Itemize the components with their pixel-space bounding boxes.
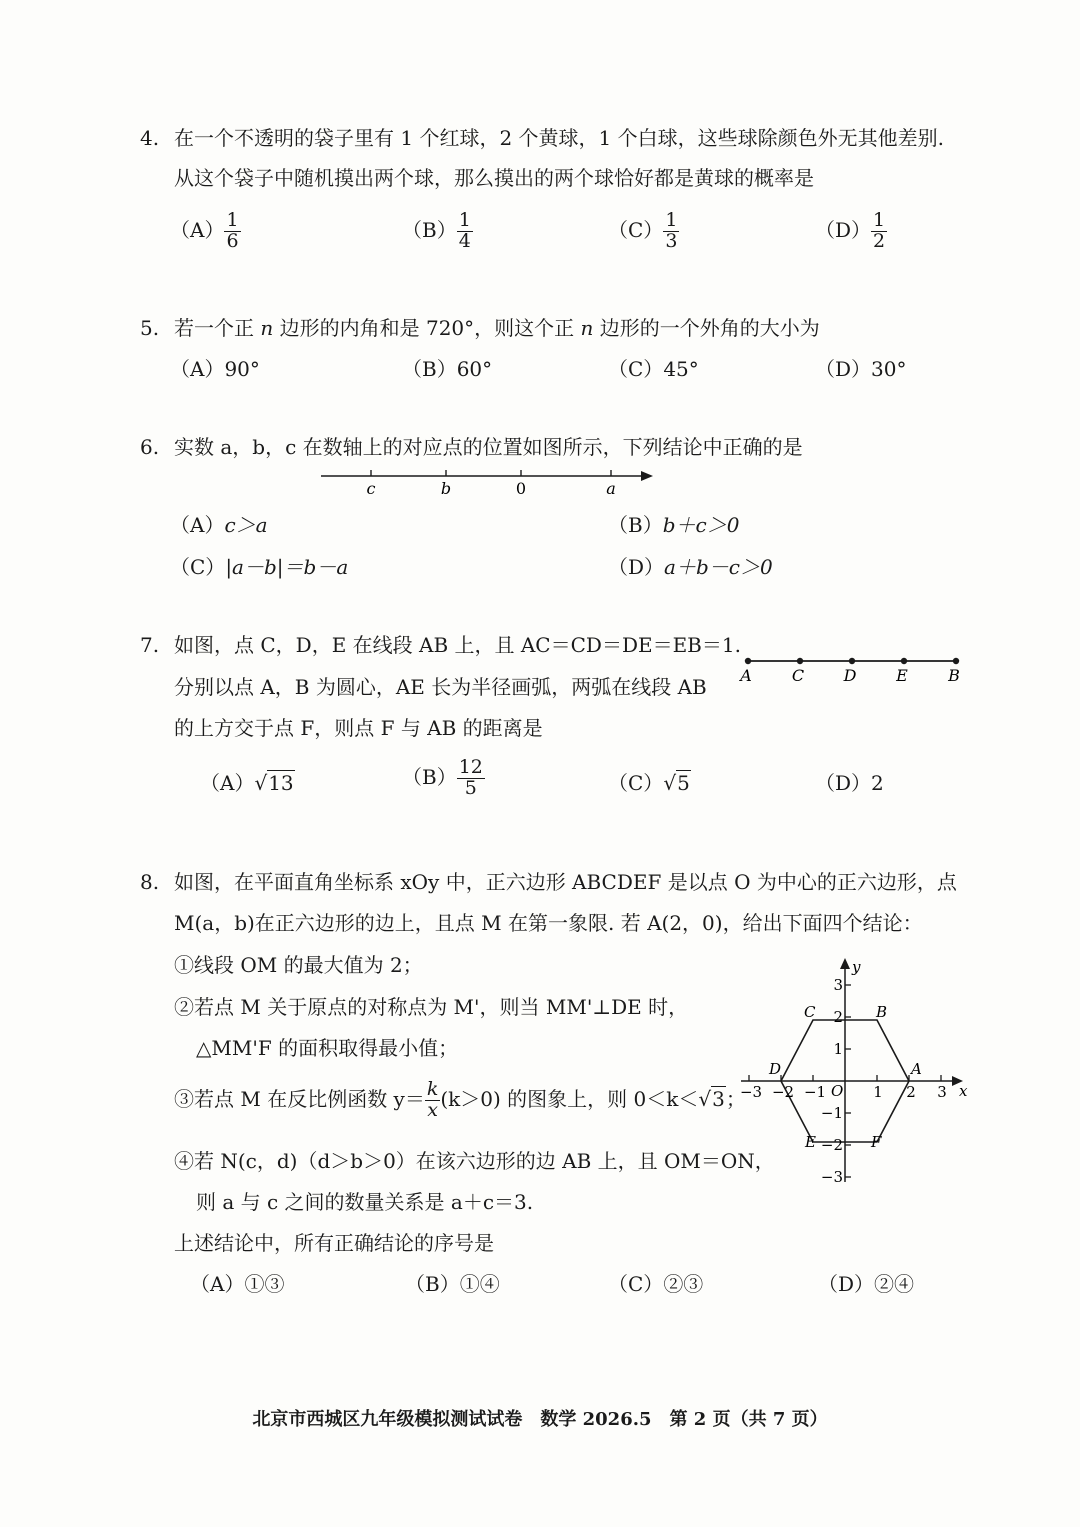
y-axis-arrow xyxy=(840,958,850,969)
q8-conclusion-2a: ②若点 M 关于原点的对称点为 M'，则当 MM'⊥DE 时， xyxy=(174,995,689,1019)
q8-option-a[interactable]: （A）①③ xyxy=(190,1272,285,1296)
q4-option-b[interactable] xyxy=(402,211,473,252)
q6-option-a[interactable]: （A）c＞a xyxy=(170,513,268,537)
q7-segment-figure xyxy=(738,650,968,690)
q8-conclusion-4a: ④若 N(c，d)（d＞b＞0）在该六边形的边 AB 上，且 OM＝ON， xyxy=(174,1149,775,1173)
q5-number: 5. xyxy=(140,316,160,340)
q7-text-line3: 的上方交于点 F，则点 F 与 AB 的距离是 xyxy=(174,716,543,740)
sqrt: √5 xyxy=(663,771,690,795)
point-a xyxy=(745,658,751,664)
y-tick-label: −3 xyxy=(820,1168,843,1186)
vertex-a-label: A xyxy=(911,1060,922,1078)
q6-number: 6. xyxy=(140,435,160,459)
fraction: $\frac{12}{5}$ xyxy=(458,756,483,799)
point-c xyxy=(797,658,803,664)
q8-option-b[interactable]: （B）①④ xyxy=(405,1272,500,1296)
label-e: E xyxy=(896,666,908,685)
q6-number-line xyxy=(315,465,660,497)
fraction: $\frac{1}{4}$ xyxy=(458,209,471,252)
label-0: 0 xyxy=(515,479,527,497)
y-tick-label: 2 xyxy=(833,1008,843,1026)
x-tick-label: 1 xyxy=(873,1083,883,1101)
q5-option-d[interactable]: （D）30° xyxy=(815,357,907,381)
vertex-b-label: B xyxy=(876,1003,888,1021)
vertex-d-label: D xyxy=(769,1060,782,1078)
q6-option-c[interactable]: （C）|a－b|＝b－a xyxy=(170,555,349,579)
q4-number: 4. xyxy=(140,126,160,150)
label-a: A xyxy=(740,666,752,685)
fraction: $\frac{1}{6}$ xyxy=(226,209,239,252)
fraction: $\frac{k}{x}$ xyxy=(426,1078,439,1121)
y-tick-label: 3 xyxy=(833,976,843,994)
q7-option-c[interactable]: （C）√5 xyxy=(608,771,690,795)
label-a: a xyxy=(606,479,616,497)
q4-text-line1: 在一个不透明的袋子里有 1 个红球，2 个黄球，1 个白球，这些球除颜色外无其他差别. xyxy=(174,126,944,150)
q7-text-line2: 分别以点 A，B 为圆心，AE 长为半径画弧，两弧在线段 AB xyxy=(174,675,707,699)
q7-option-d[interactable]: （D）2 xyxy=(815,771,884,795)
q8-conclusion-3: ③若点 M 在反比例函数 y＝ $\frac{k}{x}$ (k＞0) 的图象上，则 0＜k＜√3； xyxy=(174,1078,746,1121)
q7-text-line1: 如图，点 C，D，E 在线段 AB 上，且 AC＝CD＝DE＝EB＝1. xyxy=(174,633,741,657)
vertex-c-label: C xyxy=(804,1003,816,1021)
q5-option-b[interactable]: （B）60° xyxy=(402,357,493,381)
number-line-arrow xyxy=(641,471,653,481)
vertex-e-label: E xyxy=(805,1133,816,1151)
q8-hexagon-figure xyxy=(735,950,975,1190)
option-label: （A） xyxy=(170,217,225,242)
sqrt: √13 xyxy=(254,771,294,795)
q4-text-line2: 从这个袋子中随机摸出两个球，那么摸出的两个球恰好都是黄球的概率是 xyxy=(174,166,814,190)
q5-option-c[interactable]: （C）45° xyxy=(608,357,699,381)
q4-option-c[interactable] xyxy=(608,211,679,252)
sqrt: √3 xyxy=(698,1086,725,1111)
q5-option-a[interactable]: （A）90° xyxy=(170,357,260,381)
y-tick-label: −1 xyxy=(820,1104,843,1122)
q8-option-c[interactable]: （C）②③ xyxy=(608,1272,704,1296)
q5-text: 若一个正 n 边形的内角和是 720°，则这个正 n 边形的一个外角的大小为 xyxy=(174,316,820,340)
q4-option-a[interactable] xyxy=(170,211,241,252)
q8-text-line2: M(a，b)在正六边形的边上，且点 M 在第一象限. 若 A(2，0)，给出下面四个结论： xyxy=(174,911,923,935)
label-d: D xyxy=(843,666,857,685)
label-c: C xyxy=(791,666,805,685)
option-label: （D） xyxy=(815,217,872,242)
y-tick-label: 1 xyxy=(833,1040,843,1058)
q7-number: 7. xyxy=(140,633,160,657)
vertex-f-label: F xyxy=(871,1133,882,1151)
q8-conclusion-1: ①线段 OM 的最大值为 2； xyxy=(174,953,423,977)
x-tick-label: 3 xyxy=(937,1083,947,1101)
fraction: $\frac{1}{2}$ xyxy=(873,209,886,252)
label-b: B xyxy=(948,666,960,685)
origin-label: O xyxy=(831,1082,844,1100)
q8-option-d[interactable]: （D）②④ xyxy=(818,1272,915,1296)
q8-text-line1: 如图，在平面直角坐标系 xOy 中，正六边形 ABCDEF 是以点 O 为中心的正六边形，点 xyxy=(174,870,957,894)
option-label: （C） xyxy=(608,217,664,242)
point-d xyxy=(849,658,855,664)
page-footer: 北京市西城区九年级模拟测试试卷 数学 2026.5 第 2 页（共 7 页） xyxy=(252,1409,828,1430)
label-c: c xyxy=(366,479,376,497)
y-axis-label: y xyxy=(852,958,861,976)
x-tick-label: 2 xyxy=(906,1083,916,1101)
fraction: $\frac{1}{3}$ xyxy=(665,209,678,252)
point-e xyxy=(901,658,907,664)
x-tick-label: −2 xyxy=(771,1083,795,1101)
x-tick-label: −3 xyxy=(739,1083,763,1101)
q8-prompt: 上述结论中，所有正确结论的序号是 xyxy=(174,1231,494,1255)
q6-option-b[interactable]: （B）b＋c＞0 xyxy=(608,513,740,537)
label-b: b xyxy=(440,479,452,497)
x-axis-label: x xyxy=(959,1082,968,1100)
q8-conclusion-4b: 则 a 与 c 之间的数量关系是 a＋c＝3. xyxy=(196,1190,534,1214)
q7-option-a[interactable]: （A）√13 xyxy=(200,771,294,795)
q8-number: 8. xyxy=(140,870,160,894)
point-b xyxy=(953,658,959,664)
y-tick-label: −2 xyxy=(820,1136,843,1154)
q4-option-d[interactable] xyxy=(815,211,887,252)
q7-option-b[interactable]: （B） $\frac{12}{5}$ xyxy=(402,756,483,799)
x-tick-label: −1 xyxy=(803,1083,827,1101)
q8-conclusion-2b: △MM'F 的面积取得最小值； xyxy=(196,1036,459,1060)
option-label: （B） xyxy=(402,217,457,242)
q6-option-d[interactable]: （D）a＋b－c＞0 xyxy=(608,555,773,579)
q6-text: 实数 a，b，c 在数轴上的对应点的位置如图所示，下列结论中正确的是 xyxy=(174,435,803,459)
